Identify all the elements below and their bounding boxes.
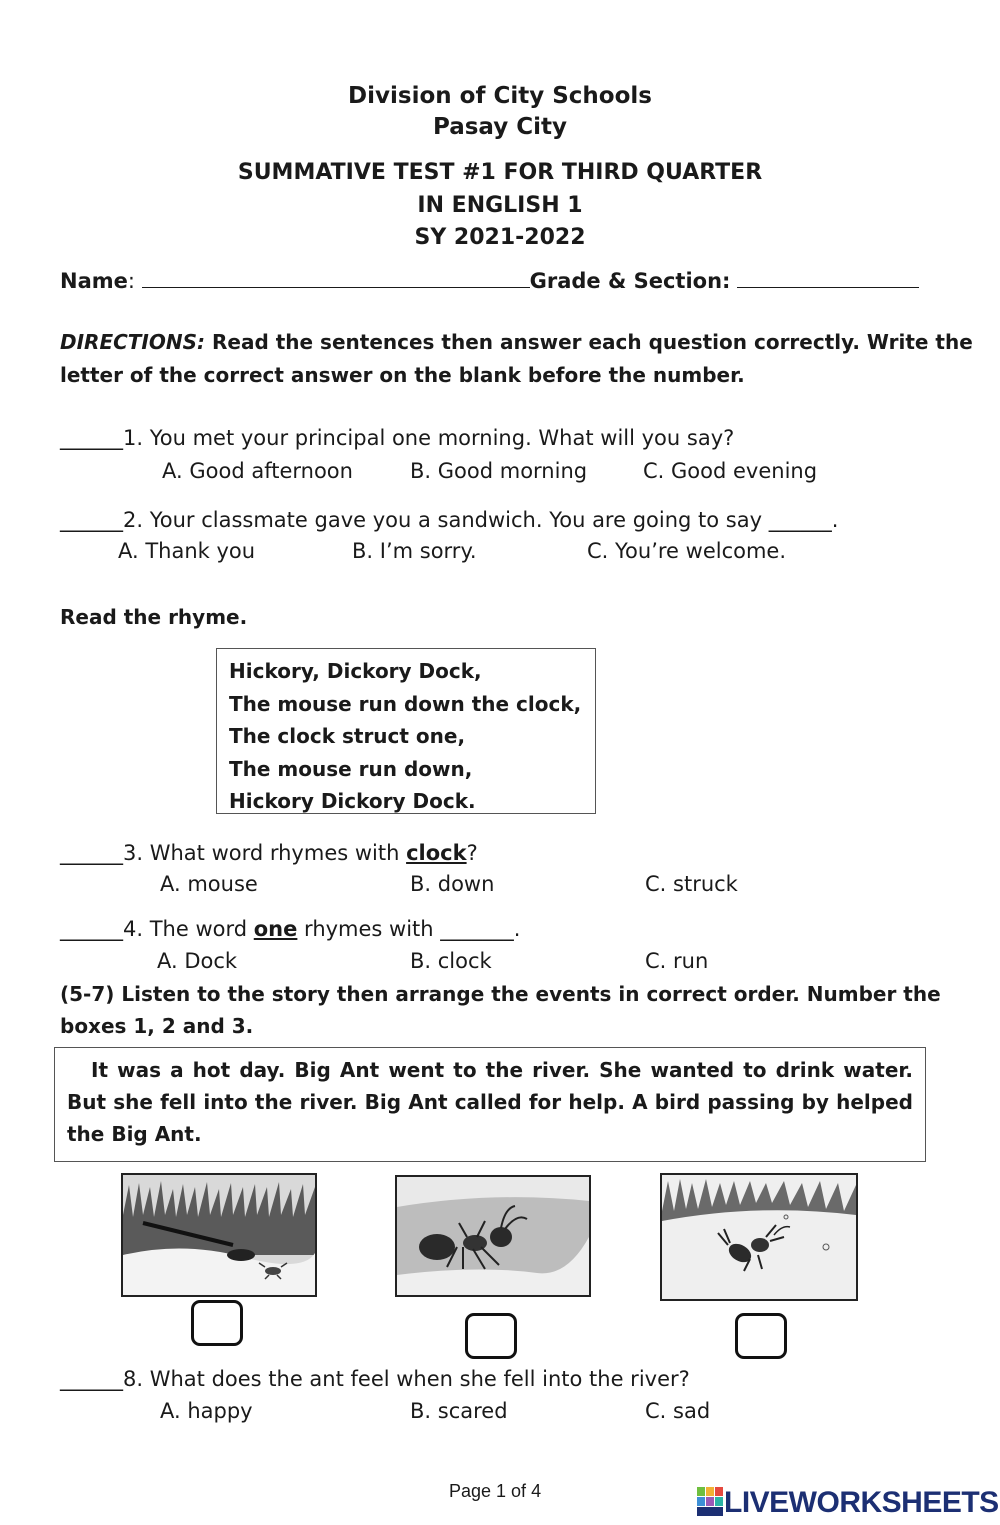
ant-river-illustration <box>662 1175 856 1299</box>
q57-instruction: (5-7) Listen to the story then arrange the events in correct order. Number the <box>60 982 941 1006</box>
rhyme-box <box>216 648 596 814</box>
q2-option-c: C. You’re welcome. <box>587 539 787 563</box>
rhyme-line: Hickory, Dickory Dock, <box>229 659 482 683</box>
question-8: ______8. What does the ant feel when she fell into the river? <box>60 1367 690 1391</box>
city-title: Pasay City <box>432 114 567 140</box>
division-title: Division of City Schools <box>348 83 652 109</box>
answer-blank[interactable]: ______ <box>60 1367 123 1391</box>
order-box-2[interactable] <box>465 1313 517 1359</box>
question-4: ______4. The word one rhymes with _______. <box>60 917 521 941</box>
answer-blank[interactable]: ______ <box>60 508 123 532</box>
school-year: SY 2021-2022 <box>414 225 586 250</box>
directions: DIRECTIONS: Read the sentences then answer each question correctly. Write the <box>60 330 973 354</box>
q57-instruction-2: boxes 1, 2 and 3. <box>60 1014 254 1038</box>
q4-option-c: C. run <box>645 949 709 973</box>
story-box <box>54 1047 926 1162</box>
liveworksheets-brand: LIVEWORKSHEETS <box>724 1486 999 1519</box>
story-text: It was a hot day. Big Ant went to the river. She wanted to drink water. But she fell into the river. Big Ant called for help. A bird passing by helped the Big Ant. <box>67 1058 913 1146</box>
q8-option-a: A. happy <box>160 1399 253 1423</box>
directions-line-2: letter of the correct answer on the blank before the number. <box>60 363 745 387</box>
subject-title: IN ENGLISH 1 <box>417 193 583 218</box>
rhyme-line: Hickory Dickory Dock. <box>229 789 476 813</box>
q1-option-b: B. Good morning <box>410 459 588 483</box>
rhyme-heading: Read the rhyme. <box>60 605 248 629</box>
q3-option-a: A. mouse <box>160 872 258 896</box>
liveworksheets-logo-icon <box>697 1487 723 1517</box>
rhyme-line: The mouse run down, <box>229 756 473 781</box>
bird-ant-illustration <box>123 1175 315 1295</box>
name-label: Name <box>60 269 128 293</box>
answer-blank[interactable]: ______ <box>60 426 123 450</box>
directions-label: DIRECTIONS: <box>60 330 206 354</box>
q3-option-b: B. down <box>410 872 495 896</box>
picture-bird-helps-ant <box>121 1173 317 1297</box>
question-3: ______3. What word rhymes with clock? <box>60 841 478 865</box>
question-1: ______1. You met your principal one morning. What will you say? <box>60 426 735 450</box>
q8-option-b: B. scared <box>410 1399 508 1423</box>
q4-option-b: B. clock <box>410 949 492 973</box>
q8-option-c: C. sad <box>645 1399 711 1423</box>
answer-blank[interactable]: ______ <box>60 841 123 865</box>
q1-option-a: A. Good afternoon <box>162 459 353 483</box>
ant-walking-illustration <box>397 1177 589 1295</box>
rhyme-line: The clock struct one, <box>229 724 466 748</box>
q2-option-b: B. I’m sorry. <box>352 539 477 563</box>
test-title: SUMMATIVE TEST #1 FOR THIRD QUARTER <box>237 160 763 185</box>
q2-option-a: A. Thank you <box>118 539 256 563</box>
order-box-3[interactable] <box>735 1313 787 1359</box>
grade-field[interactable] <box>737 268 919 288</box>
keyword: one <box>253 917 298 941</box>
order-box-1[interactable] <box>191 1300 243 1346</box>
picture-ant-walks <box>395 1175 591 1297</box>
answer-blank[interactable]: ______ <box>60 917 123 941</box>
name-grade-line: Name: Grade & Section: <box>60 268 919 293</box>
rhyme-line: The mouse run down the clock, <box>229 691 582 716</box>
name-field[interactable] <box>142 268 530 288</box>
keyword: clock <box>406 841 467 865</box>
page-number: Page 1 of 4 <box>449 1481 542 1501</box>
picture-ant-falls-in-river <box>660 1173 858 1301</box>
q3-option-c: C. struck <box>645 872 738 896</box>
question-2: ______2. Your classmate gave you a sandwich. You are going to say ______. <box>60 508 839 532</box>
q4-option-a: A. Dock <box>157 949 238 973</box>
q1-option-c: C. Good evening <box>643 459 818 483</box>
grade-label: Grade & Section: <box>529 269 731 293</box>
